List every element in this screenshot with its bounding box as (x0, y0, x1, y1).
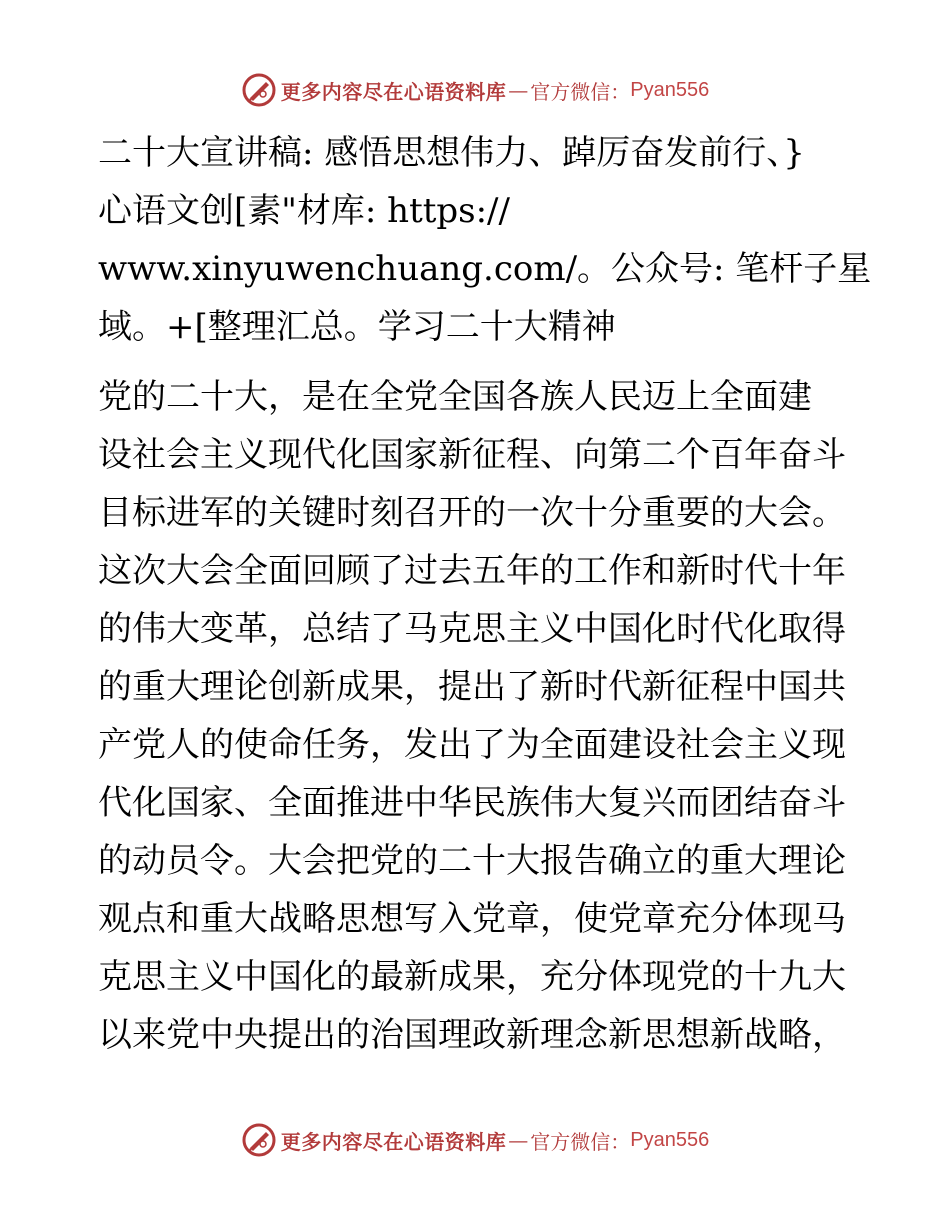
body-line: 目标进军的关键时刻召开的一次十分重要的大会。 (98, 493, 846, 533)
body-line: 的动员令。大会把党的二十大报告确立的重大理论 (98, 841, 846, 881)
body-line: 产党人的使命任务，发出了为全面建设社会主义现 (98, 725, 846, 765)
title-line: 心语文创[素"材库: https:// (98, 191, 510, 231)
watermark-wechat-label: 官方微信： (530, 79, 631, 104)
body-line: 的重大理论创新成果，提出了新时代新征程中国共 (98, 667, 846, 707)
watermark-site-text: 更多内容尽在心语资料库 (280, 1129, 507, 1154)
watermark-wechat-label: 官方微信： (530, 1129, 631, 1154)
body-line: 这次大会全面回顾了过去五年的工作和新时代十年 (98, 551, 846, 591)
pen-logo-icon (241, 72, 277, 108)
watermark-wechat-id: Pyan556 (630, 1128, 710, 1151)
body-line: 以来党中央提出的治国理政新理念新思想新战略， (98, 1015, 846, 1055)
watermark-dash: — (508, 78, 529, 102)
body-line: 党的二十大，是在全党全国各族人民迈上全面建 (98, 377, 812, 417)
body-paragraph (98, 368, 858, 1064)
body-line: 观点和重大战略思想写入党章，使党章充分体现马 (98, 899, 846, 939)
watermark-site-text: 更多内容尽在心语资料库 (280, 79, 507, 104)
body-line: 代化国家、全面推进中华民族伟大复兴而团结奋斗 (98, 783, 846, 823)
document-title (98, 124, 872, 356)
title-line: www.xinyuwenchuang.com/。公众号: 笔杆子星 (98, 249, 872, 289)
title-line: 二十大宣讲稿: 感悟思想伟力、踔厉奋发前行、} (98, 133, 805, 173)
footer-watermark (0, 1120, 950, 1160)
body-line: 的伟大变革，总结了马克思主义中国化时代化取得 (98, 609, 846, 649)
body-line: 设社会主义现代化国家新征程、向第二个百年奋斗 (98, 435, 846, 475)
watermark-wechat-id: Pyan556 (630, 78, 710, 101)
body-line: 克思主义中国化的最新成果，充分体现党的十九大 (98, 957, 846, 997)
header-watermark (0, 70, 950, 110)
pen-logo-icon (241, 1122, 277, 1158)
watermark-dash: — (508, 1128, 529, 1152)
title-line: 域。+[整理汇总。学习二十大精神 (98, 307, 616, 347)
